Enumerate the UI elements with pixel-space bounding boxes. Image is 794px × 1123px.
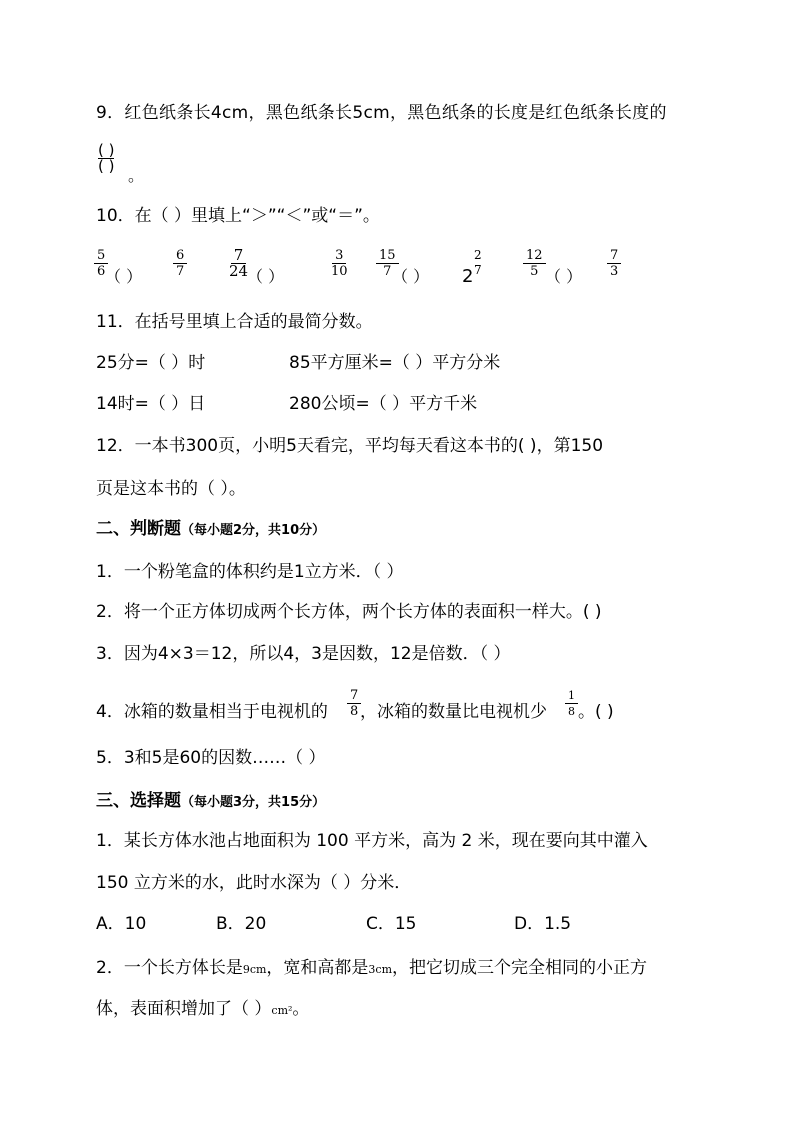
fraction [523, 248, 546, 279]
denominator: 5 [530, 264, 539, 279]
choice-option-a[interactable]: A．10 [96, 914, 147, 934]
denominator: 8 [568, 705, 575, 718]
choice-question-2-part-4: 体，表面积增加了（ ） [96, 999, 272, 1019]
question-10-text: 10．在（ ）里填上“＞”“＜”或“＝”。 [96, 206, 380, 226]
mixed-number-whole: 2 [462, 266, 474, 287]
judge-question-1: 1．一个粉笔盒的体积约是1立方米．（ ） [96, 562, 404, 582]
question-9-text: 9．红色纸条长4cm，黑色纸条长5cm，黑色纸条的长度是红色纸条长度的 [96, 103, 667, 123]
section-2-heading [96, 517, 325, 543]
fraction-denominator-blank[interactable]: ( ) [98, 157, 115, 175]
section-title: 二、判断题 [96, 519, 181, 539]
judge-question-4 [96, 700, 328, 724]
question-12-text-cont: 页是这本书的（ ）。 [96, 479, 246, 499]
choice-question-1-cont: 150 立方米的水，此时水深为（ ）分米． [96, 873, 412, 893]
denominator: 10 [331, 264, 348, 279]
denominator: 7 [176, 264, 185, 279]
question-9-answer-fraction [98, 143, 114, 174]
fraction [607, 248, 621, 279]
fraction [328, 248, 351, 279]
denominator: 24 [229, 262, 249, 280]
question-12-text: 12．一本书300页，小明5天看完，平均每天看这本书的( )，第150 [96, 436, 604, 456]
choice-question-1: 1．某长方体水池占地面积为 100 平方米，高为 2 米，现在要向其中灌入 [96, 831, 648, 851]
numerator: 15 [376, 248, 399, 264]
judge-question-5: 5．3和5是60的因数……（ ） [96, 748, 326, 768]
denominator: 8 [350, 704, 359, 719]
numerator: 6 [173, 248, 187, 264]
section-note: （每小题2分，共10分） [181, 523, 326, 538]
unit-area: cm² [271, 1004, 293, 1017]
question-11-row-1-right: 85平方厘米=（ ）平方分米 [289, 353, 501, 373]
question-9-period: 。 [128, 166, 145, 185]
numerator: 7 [607, 248, 621, 264]
question-11-row-2-left: 14时=（ ）日 [96, 394, 206, 414]
numerator: 5 [94, 248, 108, 264]
section-note: （每小题3分，共15分） [181, 795, 326, 810]
question-11-text: 11．在括号里填上合适的最简分数。 [96, 312, 373, 332]
choice-question-2-part-1: 2．一个长方体长是 [96, 958, 243, 978]
question-11-row-2-right: 280公顷=（ ）平方千米 [289, 394, 478, 414]
numerator: 1 [565, 688, 578, 704]
choice-option-d[interactable]: D．1.5 [514, 914, 572, 934]
fraction-numerator-blank[interactable]: ( ) [98, 141, 115, 159]
numerator: 12 [523, 248, 546, 264]
choice-question-2-part-2: ，宽和高都是 [266, 958, 369, 978]
fraction [173, 248, 187, 279]
numerator: 7 [347, 688, 361, 704]
denominator: 3 [610, 264, 619, 279]
section-title: 三、选择题 [96, 791, 181, 811]
judge-question-4-part-a: 4．冰箱的数量相当于电视机的 [96, 702, 328, 722]
fraction [471, 248, 485, 278]
choice-option-b[interactable]: B．20 [216, 914, 267, 934]
choice-question-2-part-3: ，把它切成三个完全相同的小正方 [392, 958, 648, 978]
judge-question-4-part-c: 。( ) [578, 702, 614, 722]
question-11-row-1-left: 25分=（ ）时 [96, 353, 206, 373]
unit-length: 3cm [368, 963, 393, 976]
compare-blank[interactable]: （ ） [545, 267, 583, 286]
judge-question-3: 3．因为4×3＝12，所以4，3是因数，12是倍数．（ ） [96, 644, 511, 664]
choice-question-2-cont [96, 997, 309, 1023]
denominator: 7 [383, 264, 392, 279]
numerator: 7 [231, 248, 247, 264]
denominator: 7 [474, 263, 482, 277]
judge-question-4-part-b: ，冰箱的数量比电视机少 [360, 702, 547, 722]
choice-question-2-part-5: 。 [292, 999, 310, 1019]
numerator: 2 [474, 248, 482, 262]
compare-blank[interactable]: （ ） [392, 267, 430, 286]
section-3-heading [96, 789, 325, 815]
compare-blank[interactable]: （ ） [247, 267, 285, 286]
judge-question-2: 2．将一个正方体切成两个长方体，两个长方体的表面积一样大。( ) [96, 602, 602, 622]
fraction [565, 688, 578, 719]
unit-length: 9cm [242, 963, 267, 976]
choice-question-2 [96, 956, 647, 982]
choice-option-c[interactable]: C．15 [366, 914, 417, 934]
numerator: 3 [332, 248, 346, 264]
compare-blank[interactable]: （ ） [105, 267, 143, 286]
denominator: 6 [97, 264, 106, 279]
